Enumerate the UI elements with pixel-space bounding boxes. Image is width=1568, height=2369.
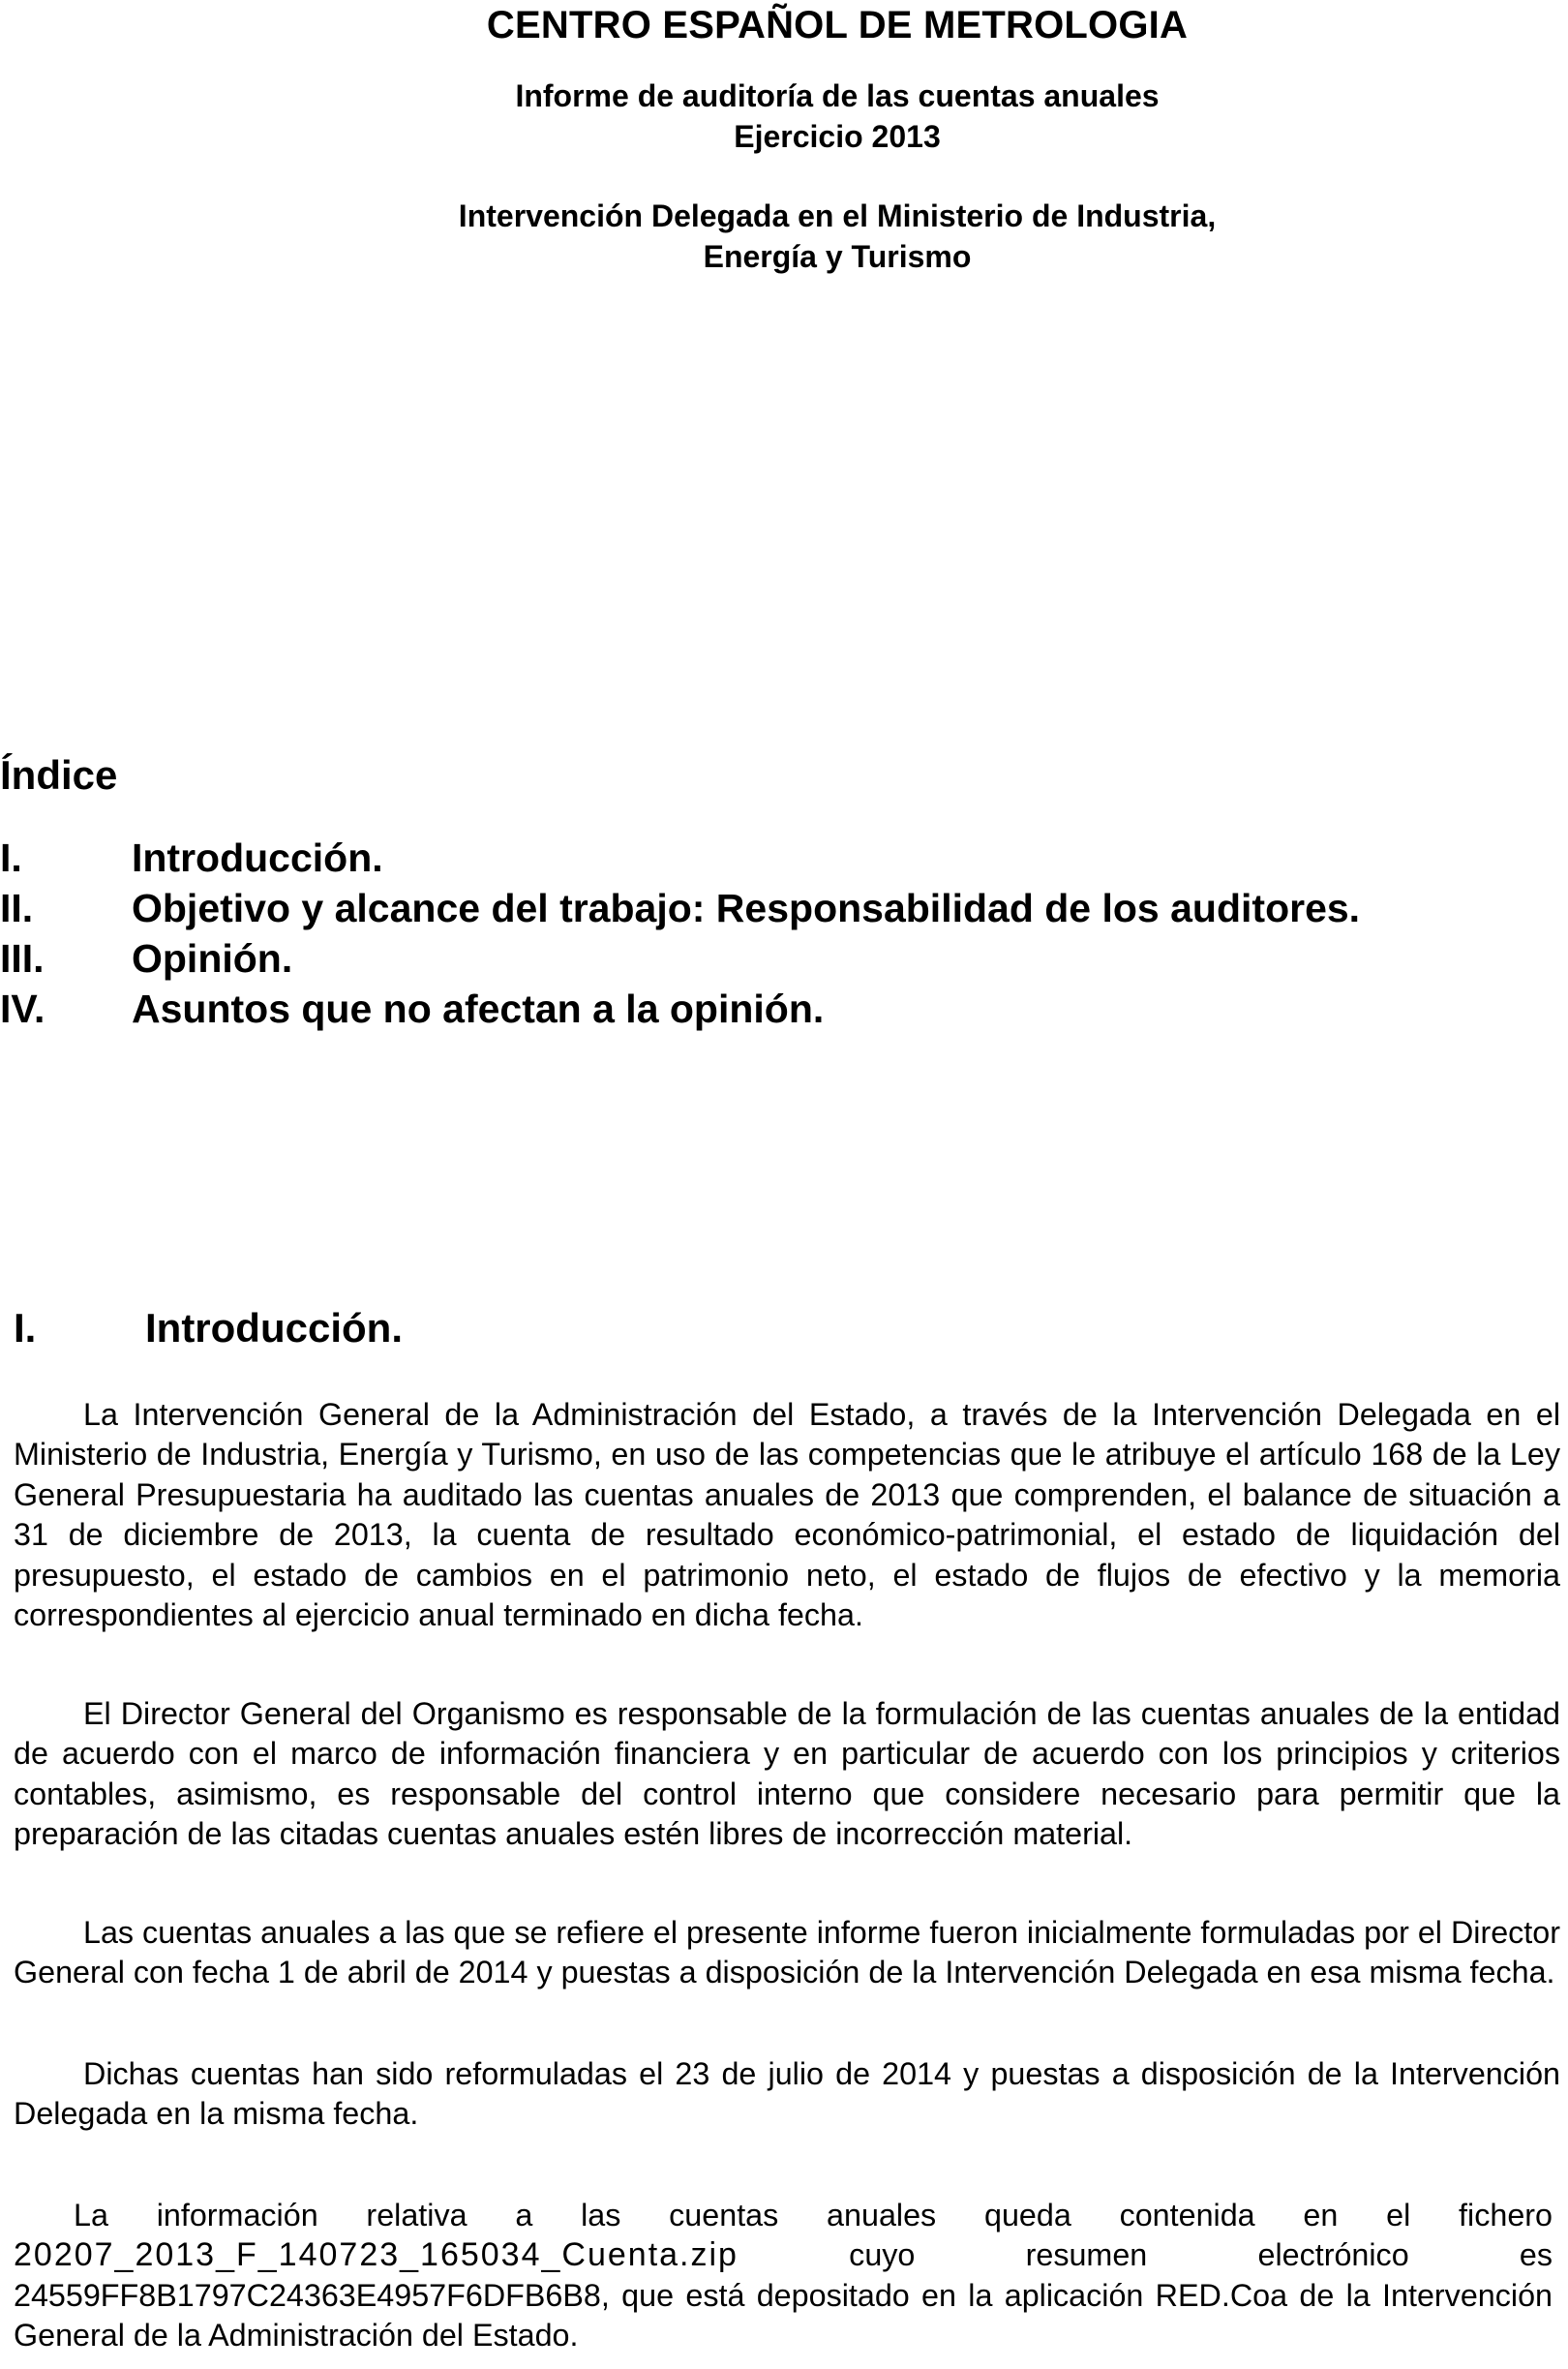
index-item-text: Asuntos que no afectan a la opinión.	[132, 987, 825, 1031]
index-item	[0, 833, 1568, 883]
index-item-text: Opinión.	[132, 936, 293, 981]
index-item-number: IV.	[0, 987, 45, 1031]
authority-line1: Intervención Delegada en el Ministerio de Industria,	[458, 198, 1217, 233]
paragraph-5	[14, 2196, 1553, 2356]
paragraph-3: Las cuentas anuales a las que se refiere el presente informe fueron inicialmente formuladas por el Director General con fecha 1 de abril de 2014 y puestas a disposición de la Intervención Delegada en esa misma fecha.	[14, 1915, 1560, 1990]
index-item-text: Objetivo y alcance del trabajo: Responsabilidad de los auditores.	[132, 886, 1361, 930]
report-subtitle-line1: Informe de auditoría de las cuentas anuales	[515, 78, 1160, 113]
paragraph-5-text-1: La información relativa a las cuentas anuales queda contenida en el fichero	[74, 2198, 1553, 2232]
index-item-number: III.	[0, 936, 45, 981]
index-item-number: II.	[0, 886, 34, 930]
paragraph-1: La Intervención General de la Administración del Estado, a través de la Intervención Delegada en el Ministerio de Industria, Energía y Turismo, en uso de las competencias que le atribuye el artículo 168 de la Ley General Presupuestaria ha auditado las cuentas anuales de 2013 que comprenden, el balance de situación a 31 de diciembre de 2013, la cuenta de resultado económico-patrimonial, el estado de liquidación del presupuesto, el estado de cambios en el patrimonio neto, el estado de flujos de efectivo y la memoria correspondientes al ejercicio anual terminado en dicha fecha.	[14, 1397, 1560, 1633]
electronic-summary-hash: 24559FF8B1797C24363E4957F6DFB6B8	[14, 2277, 601, 2313]
index-item-number: I.	[0, 835, 22, 880]
index-item	[0, 933, 1568, 984]
paragraph-5-text-2: cuyo resumen electrónico es	[849, 2237, 1553, 2273]
paragraph-2: El Director General del Organismo es responsable de la formulación de las cuentas anuales de la entidad de acuerdo con el marco de información financiera y en particular de acuerdo con los principios y criterios contables, asimismo, es responsable del control interno que considere necesario para permitir que la preparación de las citadas cuentas anuales estén libres de incorrección material.	[14, 1696, 1560, 1852]
index-heading: Índice	[0, 752, 118, 798]
report-subtitle-line2: Ejercicio 2013	[734, 119, 941, 154]
index-item	[0, 984, 1568, 1034]
section-number: I.	[14, 1305, 37, 1351]
paragraph-4: Dichas cuentas han sido reformuladas el 23 de julio de 2014 y puestas a disposición de la Intervención Delegada en la misma fecha.	[14, 2056, 1560, 2132]
index-list	[0, 833, 1568, 1034]
paragraph-5-text-3: , que está depositado en la aplicación RED.Coa de la Intervención General de la Administración del Estado.	[14, 2277, 1553, 2354]
document-title: CENTRO ESPAÑOL DE METROLOGIA	[486, 4, 1189, 46]
file-name: 20207_2013_F_140723_165034_Cuenta.zip	[14, 2236, 739, 2274]
section-title: Introducción.	[145, 1305, 403, 1351]
index-item-text: Introducción.	[132, 835, 383, 880]
authority-line2: Energía y Turismo	[703, 239, 972, 274]
index-item	[0, 883, 1568, 933]
